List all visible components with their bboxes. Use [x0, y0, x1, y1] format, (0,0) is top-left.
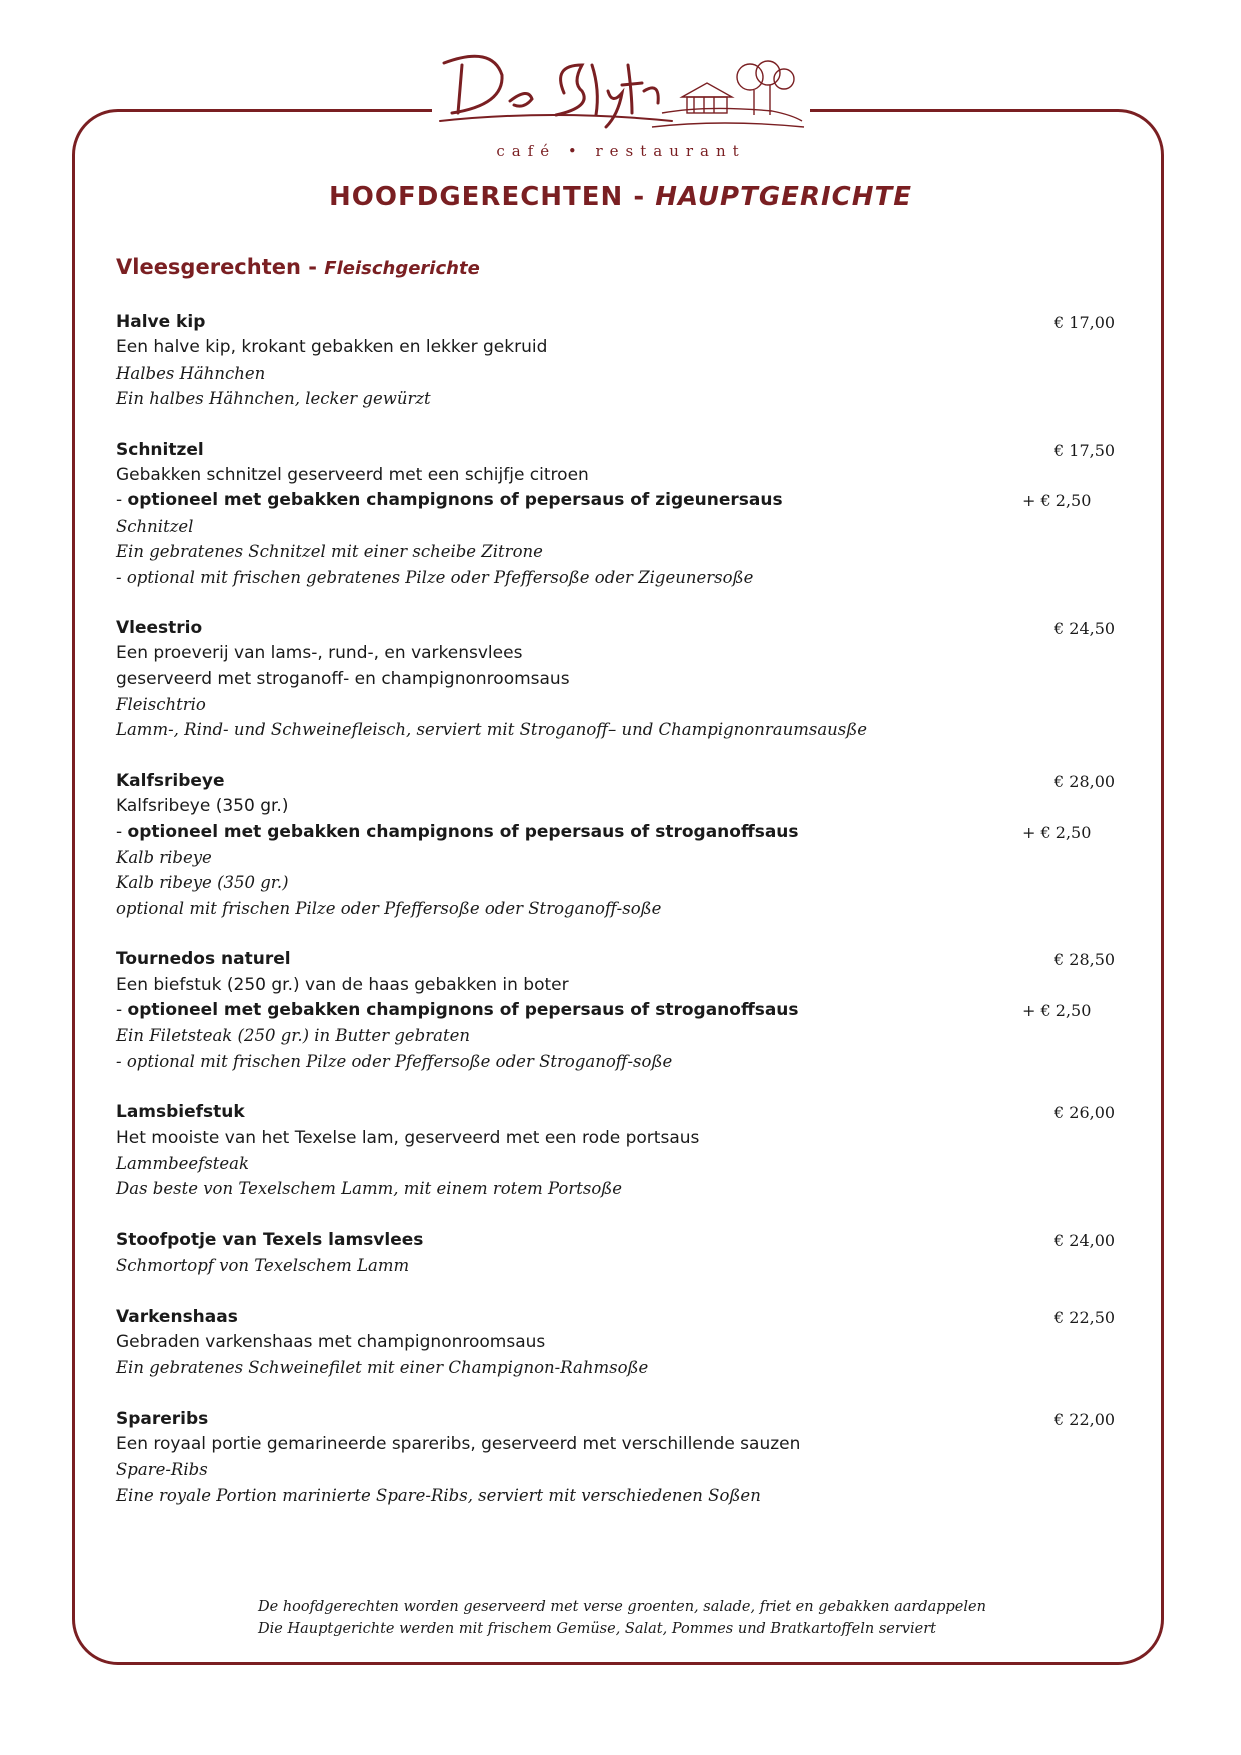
footnote	[258, 1596, 986, 1640]
page-title	[0, 182, 1241, 212]
dish-name-text: Spareribs	[116, 1408, 209, 1429]
dish-name-text: Vleestrio	[116, 617, 203, 638]
dish-description-nl: Kalfsribeye (350 gr.)	[116, 796, 289, 817]
dish-price: € 17,50	[1054, 440, 1116, 460]
dish-name	[116, 310, 1116, 335]
dish-option	[116, 998, 1116, 1023]
dish-description-de: - optional mit frischen gebratenes Pilze oder Pfeffersoße oder Zigeunersoße	[116, 567, 754, 587]
dish-description-nl: geserveerd met stroganoff- en champignonroomsaus	[116, 668, 570, 689]
dish-description-de: Eine royale Portion marinierte Spare-Ribs, serviert mit verschiedenen Soßen	[116, 1485, 761, 1505]
dish-option-surcharge: + € 2,50	[1022, 822, 1092, 842]
dish-option-text: optioneel met gebakken champignons of pepersaus of stroganoffsaus	[127, 999, 799, 1020]
dish-option-prefix: -	[116, 490, 128, 511]
logo-tagline: café • restaurant	[496, 142, 746, 160]
dish-description-de: - optional mit frischen Pilze oder Pfeffersoße oder Stroganoff-soße	[116, 1051, 673, 1071]
section-title-nl: Vleesgerechten	[116, 255, 301, 279]
dish-item	[116, 438, 1116, 590]
dish-item	[116, 947, 1116, 1074]
dish-name	[116, 1305, 1116, 1330]
dish-description-de: Kalb ribeye	[116, 848, 212, 868]
dish-price: € 28,50	[1054, 950, 1116, 970]
dish-description-de: Schnitzel	[116, 516, 194, 536]
dish-description-de: Das beste von Texelschem Lamm, mit einem rotem Portsoße	[116, 1179, 623, 1199]
dish-description-de: optional mit frischen Pilze oder Pfeffersoße oder Stroganoff-soße	[116, 898, 662, 918]
dish-price: € 24,50	[1054, 618, 1116, 638]
dish-name	[116, 947, 1116, 972]
dish-price: € 24,00	[1054, 1230, 1116, 1250]
dish-description-de: Lamm-, Rind- und Schweinefleisch, serviert mit Stroganoff– und Champignonraumsausße	[116, 720, 868, 740]
dish-description-de: Fleischtrio	[116, 695, 206, 715]
dish-price: € 26,00	[1054, 1103, 1116, 1123]
dish-item	[116, 1407, 1116, 1509]
dish-option-prefix: -	[116, 999, 128, 1020]
section-title-separator: -	[308, 255, 325, 279]
dish-description-de: Lammbeefsteak	[116, 1153, 249, 1173]
dish-name-text: Varkenshaas	[116, 1306, 238, 1327]
page-title-de: HAUPTGERICHTE	[655, 182, 912, 212]
dish-description-nl: Een proeverij van lams-, rund-, en varkensvlees	[116, 643, 523, 664]
dish-name	[116, 1228, 1116, 1253]
dish-option-surcharge: + € 2,50	[1022, 491, 1092, 511]
dish-description-de: Schmortopf von Texelschem Lamm	[116, 1256, 410, 1276]
section-title	[116, 255, 480, 279]
dish-name-text: Tournedos naturel	[116, 949, 291, 970]
dish-price: € 22,00	[1054, 1409, 1116, 1429]
dish-item	[116, 1228, 1116, 1279]
dish-price: € 28,00	[1054, 771, 1116, 791]
section-title-de: Fleischgerichte	[324, 258, 480, 279]
dish-description-de: Ein gebratenes Schweinefilet mit einer Champignon-Rahmsoße	[116, 1358, 649, 1378]
dish-item	[116, 1305, 1116, 1381]
dish-name-text: Kalfsribeye	[116, 770, 225, 791]
dish-item	[116, 1100, 1116, 1202]
dish-description-nl: Een halve kip, krokant gebakken en lekker gekruid	[116, 337, 548, 358]
dish-option-prefix: -	[116, 821, 128, 842]
footnote-nl: De hoofdgerechten worden geserveerd met verse groenten, salade, friet en gebakken aardappelen	[258, 1599, 986, 1615]
dish-name	[116, 1407, 1116, 1432]
page-title-nl: HOOFDGERECHTEN -	[329, 182, 646, 212]
dish-item	[116, 769, 1116, 921]
dish-item	[116, 616, 1116, 743]
dish-description-nl: Een royaal portie gemarineerde spareribs, geserveerd met verschillende sauzen	[116, 1434, 801, 1455]
dish-list	[116, 310, 1116, 1534]
dish-name-text: Stoofpotje van Texels lamsvlees	[116, 1229, 424, 1250]
dish-option	[116, 488, 1116, 513]
dish-description-de: Ein Filetsteak (250 gr.) in Butter gebraten	[116, 1026, 470, 1046]
restaurant-logo	[432, 35, 810, 167]
dish-name	[116, 769, 1116, 794]
dish-description-de: Ein halbes Hähnchen, lecker gewürzt	[116, 389, 431, 409]
dish-option-surcharge: + € 2,50	[1022, 1000, 1092, 1020]
footnote-de: Die Hauptgerichte werden mit frischem Gemüse, Salat, Pommes und Bratkartoffeln serviert	[258, 1621, 936, 1637]
dish-option-text: optioneel met gebakken champignons of pepersaus of zigeunersaus	[127, 490, 783, 511]
dish-name	[116, 616, 1116, 641]
dish-description-nl: Het mooiste van het Texelse lam, geserveerd met een rode portsaus	[116, 1127, 700, 1148]
dish-name	[116, 1100, 1116, 1125]
dish-name-text: Schnitzel	[116, 439, 204, 460]
dish-item	[116, 310, 1116, 412]
dish-name-text: Lamsbiefstuk	[116, 1102, 245, 1123]
dish-description-de: Ein gebratenes Schnitzel mit einer scheibe Zitrone	[116, 542, 543, 562]
dish-option	[116, 820, 1116, 845]
logo-artwork	[432, 35, 810, 145]
dish-price: € 22,50	[1054, 1307, 1116, 1327]
dish-description-de: Halbes Hähnchen	[116, 363, 266, 383]
dish-option-text: optioneel met gebakken champignons of pepersaus of stroganoffsaus	[127, 821, 799, 842]
dish-name-text: Halve kip	[116, 312, 206, 332]
dish-description-nl: Gebakken schnitzel geserveerd met een schijfje citroen	[116, 464, 589, 485]
dish-name	[116, 438, 1116, 463]
dish-description-de: Spare-Ribs	[116, 1460, 208, 1480]
dish-price: € 17,00	[1054, 313, 1116, 332]
dish-description-nl: Gebraden varkenshaas met champignonroomsaus	[116, 1331, 546, 1352]
dish-description-de: Kalb ribeye (350 gr.)	[116, 873, 289, 893]
dish-description-nl: Een biefstuk (250 gr.) van de haas gebakken in boter	[116, 974, 569, 995]
